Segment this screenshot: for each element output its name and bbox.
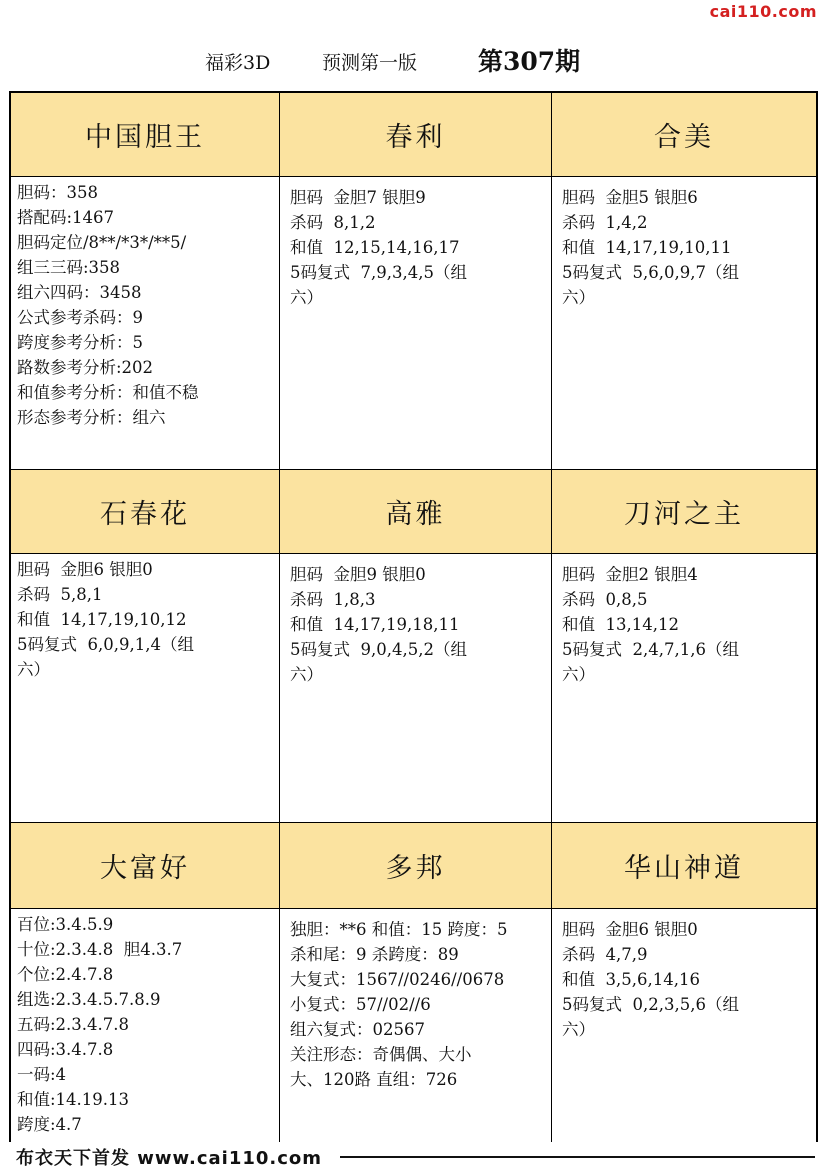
content-line: 杀码 1,8,3 [290,590,376,609]
footer-text: 布衣天下首发 www.cai110.com [16,1148,323,1169]
predictor-cell [551,469,816,822]
predictor-cell [279,822,551,1146]
content-line: 十位:2.3.4.8 胆4.3.7 [17,940,183,959]
content-line: 和值 12,15,14,16,17 [290,238,460,257]
content-line: 关注形态：奇偶偶、大小 [290,1045,472,1064]
content-line: 组选:2.3.4.5.7.8.9 [17,990,161,1009]
predictor-name: 合美 [552,93,816,177]
content-line: 胆码 金胆2 银胆4 [562,565,698,584]
predictor-name: 华山神道 [552,823,816,909]
content-line: 杀和尾：9 杀跨度：89 [290,945,459,964]
content-line: 独胆：**6 和值：15 跨度：5 [290,920,508,939]
content-line: 和值 3,5,6,14,16 [562,970,700,989]
content-line: 搭配码:1467 [17,208,115,227]
predictor-name: 石春花 [11,470,279,554]
content-line: 5码复式 0,2,3,5,6（组 [562,995,739,1014]
predictor-content [11,909,279,1145]
content-line: 五码:2.3.4.7.8 [17,1015,130,1034]
content-line: 杀码 5,8,1 [17,585,103,604]
content-line: 杀码 8,1,2 [290,213,376,232]
content-line: 六） [562,1020,595,1039]
issue-number: 第307期 [478,47,581,76]
content-line: 形态参考分析：组六 [17,408,166,427]
content-line: 杀码 0,8,5 [562,590,648,609]
predictor-content [11,554,279,819]
content-line: 一码:4 [17,1065,67,1084]
content-line: 和值参考分析：和值不稳 [17,383,199,402]
content-line: 5码复式 5,6,0,9,7（组 [562,263,739,282]
content-line: 杀码 1,4,2 [562,213,648,232]
content-line: 跨度参考分析：5 [17,333,143,352]
content-line: 杀码 4,7,9 [562,945,648,964]
predictor-cell [11,822,279,1146]
content-line: 胆码 金胆5 银胆6 [562,188,698,207]
predictor-name: 刀河之主 [552,470,816,554]
prediction-version: 预测第一版 [322,52,418,74]
content-line: 5码复式 7,9,3,4,5（组 [290,263,467,282]
predictor-cell [11,93,279,469]
content-line: 公式参考杀码：9 [17,308,143,327]
footer-rule [340,1156,815,1158]
content-line: 胆码 金胆6 银胆0 [17,560,153,579]
predictor-content [280,554,551,824]
content-line: 六） [290,288,323,307]
content-line: 和值 14,17,19,18,11 [290,615,460,634]
content-line: 组三三码:358 [17,258,121,277]
content-line: 5码复式 9,0,4,5,2（组 [290,640,467,659]
predictor-cell [551,93,816,469]
content-line: 5码复式 2,4,7,1,6（组 [562,640,739,659]
predictor-content [552,177,816,473]
content-line: 组六四码：3458 [17,283,142,302]
predictor-content [552,554,816,824]
predictor-name: 春利 [280,93,551,177]
content-line: 跨度:4.7 [17,1115,82,1134]
predictor-cell [551,822,816,1146]
predictor-content [11,177,279,468]
predictor-content [552,909,816,1150]
content-line: 胆码定位/8**/*3*/**5/ [17,233,187,252]
predictor-cell [279,93,551,469]
content-line: 六） [290,665,323,684]
predictor-cell [11,469,279,822]
content-line: 胆码 金胆6 银胆0 [562,920,698,939]
content-line: 大复式：1567//0246//0678 [290,970,505,989]
title-bar [30,28,800,86]
content-line: 和值:14.19.13 [17,1090,130,1109]
content-line: 胆码 金胆7 银胆9 [290,188,426,207]
predictor-name: 大富好 [11,823,279,909]
content-line: 小复式：57//02//6 [290,995,431,1014]
content-line: 5码复式 6,0,9,1,4（组 [17,635,194,654]
footer [0,1142,827,1169]
content-line: 和值 14,17,19,10,12 [17,610,187,629]
content-line: 六） [17,660,50,679]
content-line: 个位:2.4.7.8 [17,965,114,984]
content-line: 路数参考分析:202 [17,358,154,377]
content-line: 胆码：358 [17,183,98,202]
content-line: 四码:3.4.7.8 [17,1040,114,1059]
content-line: 大、120路 直组：726 [290,1070,458,1089]
content-line: 六） [562,288,595,307]
predictor-name: 多邦 [280,823,551,909]
content-line: 组六复式：02567 [290,1020,425,1039]
content-line: 胆码 金胆9 银胆0 [290,565,426,584]
predictor-name: 高雅 [280,470,551,554]
content-line: 百位:3.4.5.9 [17,915,114,934]
predictor-name: 中国胆王 [11,93,279,177]
predictor-cell [279,469,551,822]
lottery-name: 福彩3D [205,52,271,74]
predictor-content [280,909,551,1150]
site-logo: cai110.com [709,2,817,21]
content-line: 六） [562,665,595,684]
predictor-content [280,177,551,473]
prediction-grid [9,91,818,1148]
content-line: 和值 14,17,19,10,11 [562,238,732,257]
content-line: 和值 13,14,12 [562,615,679,634]
